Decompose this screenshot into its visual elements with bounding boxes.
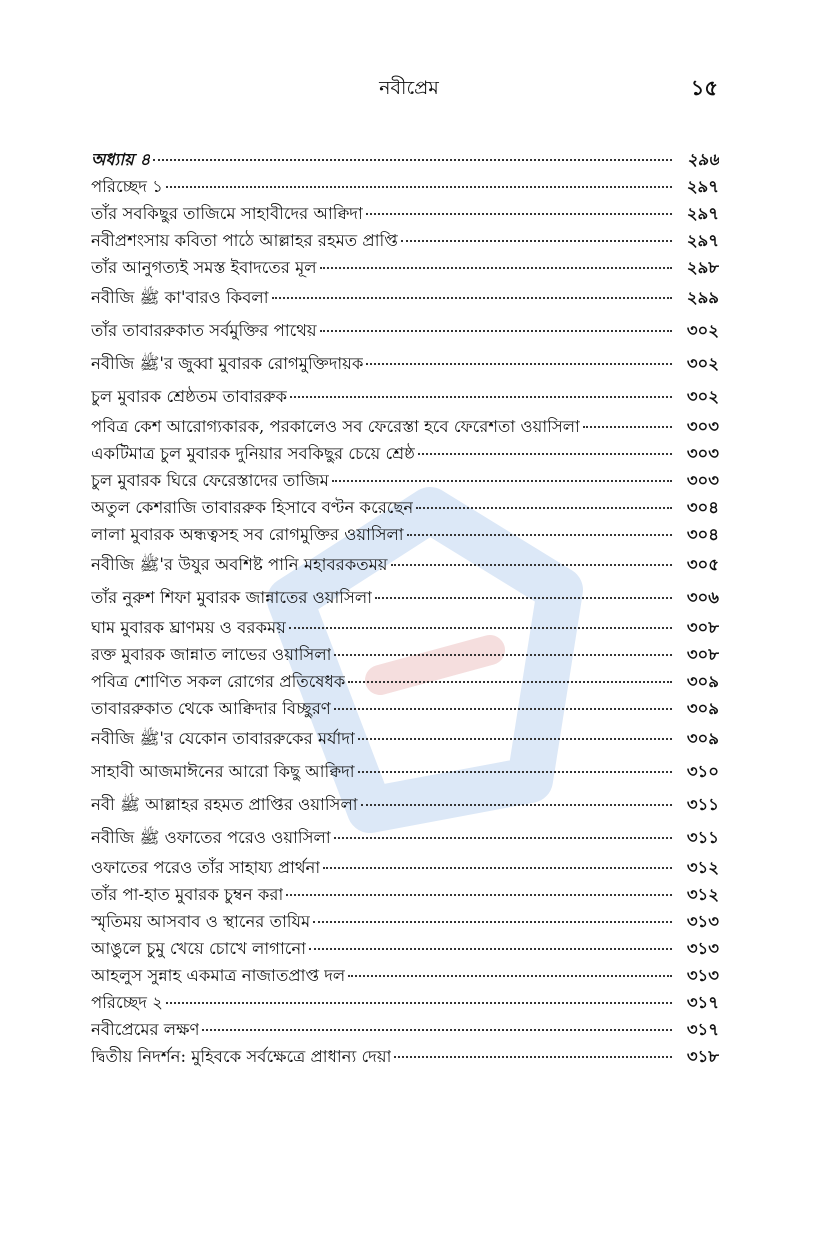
toc-entry-page: ৩০৩ [686,444,719,463]
toc-entry[interactable] [91,755,719,788]
toc-entry-page: ৩০৩ [686,471,719,490]
toc-entry-title: অধ্যায় ৪ [91,150,151,169]
toc-entry[interactable] [91,314,719,347]
dot-leader [166,186,672,188]
dot-leader [320,330,672,332]
toc-entry-title: নবী ﷺ আল্লাহর রহমত প্রাপ্তির ওয়াসিলা [91,795,358,814]
dot-leader [286,894,672,896]
dot-leader [272,297,673,299]
toc-entry-title: তাবাররুকাত থেকে আক্বিদার বিচ্ছুরণ [91,699,331,718]
toc-entry[interactable] [91,641,719,668]
dot-leader [358,738,672,740]
toc-entry[interactable] [91,548,719,581]
toc-entry-page: ৩১০ [686,762,719,781]
toc-entry-page: ৩০৯ [686,672,719,691]
toc-entry[interactable] [91,494,719,521]
dot-leader [418,453,672,455]
toc-entry-page: ২৯৭ [686,231,719,250]
running-title: নবীপ্রেম [379,77,439,99]
toc-entry-title: তাঁর আনুগত্যই সমস্ত ইবাদতের মূল [91,258,317,277]
toc-entry-page: ৩০৩ [686,417,719,436]
toc-entry[interactable] [91,440,719,467]
dot-leader [323,867,672,869]
toc-entry[interactable] [91,881,719,908]
dot-leader [313,921,672,923]
dot-leader [401,240,672,242]
toc-entry-title: নবীজি ﷺ কা'বারও কিবলা [91,288,269,307]
toc-entry-title: পবিত্র কেশ আরোগ্যকারক, পরকালেও সব ফেরেস্তা হবে ফেরেশতা ওয়াসিলা [91,417,580,436]
toc-entry[interactable] [91,821,719,854]
toc-entry-page: ৩০৪ [686,525,719,544]
toc-entry[interactable] [91,1016,719,1043]
toc-entry-title: নবীজি ﷺ'র উযুর অবশিষ্ট পানি মহাবরকতময় [91,555,388,574]
toc-entry-title: নবীজি ﷺ'র যেকোন তাবাররুকের মর্যাদা [91,729,355,748]
toc-entry[interactable] [91,1043,719,1070]
dot-leader [309,948,672,950]
toc-entry-page: ৩০৪ [686,498,719,517]
table-of-contents [91,146,719,1070]
toc-entry-page: ৩০৮ [686,645,719,664]
toc-entry-title: নবীপ্রশংসায় কবিতা পাঠে আল্লাহর রহমত প্রাপ্তি [91,231,398,250]
toc-entry-page: ৩০৯ [686,699,719,718]
toc-entry-page: ৩০৫ [686,555,719,574]
toc-entry-page: ৩১৩ [686,966,719,985]
toc-entry-title: তাঁর পা-হাত মুবারক চুম্বন করা [91,885,284,904]
toc-entry[interactable] [91,281,719,314]
dot-leader [289,627,672,629]
toc-entry[interactable] [91,668,719,695]
toc-entry-title: আঙুলে চুমু খেয়ে চোখে লাগানো [91,939,306,958]
dot-leader [334,708,672,710]
dot-leader [348,681,672,683]
dot-leader [391,564,672,566]
dot-leader [334,837,672,839]
toc-entry-page: ৩১২ [686,858,719,877]
toc-entry-title: পরিচ্ছেদ ১ [91,177,163,196]
running-head [0,70,818,106]
toc-entry-title: পবিত্র শোণিত সকল রোগের প্রতিষেধক [91,672,346,691]
dot-leader [166,1002,672,1004]
toc-entry[interactable] [91,467,719,494]
toc-entry-title: একটিমাত্র চুল মুবারক দুনিয়ার সবকিছুর চেয়ে শ্রেষ্ঠ [91,444,415,463]
toc-entry-title: ঘাম মুবারক ঘ্রাণময় ও বরকময় [91,618,286,637]
toc-entry[interactable] [91,614,719,641]
toc-entry[interactable] [91,380,719,413]
toc-entry-title: অতুল কেশরাজি তাবাররুক হিসাবে বণ্টন করেছেন [91,498,414,517]
toc-entry[interactable] [91,200,719,227]
toc-entry[interactable] [91,227,719,254]
toc-entry-page: ৩১২ [686,885,719,904]
toc-entry-page: ৩১৭ [686,993,719,1012]
dot-leader [583,426,672,428]
dot-leader [320,267,672,269]
toc-entry-title: আহলুস সুন্নাহ একমাত্র নাজাতপ্রাপ্ত দল [91,966,346,985]
toc-entry[interactable] [91,581,719,614]
toc-entry-page: ৩০২ [686,321,719,340]
toc-entry[interactable] [91,989,719,1016]
toc-entry-page: ৩১৩ [686,939,719,958]
toc-entry-page: ৩০৮ [686,618,719,637]
dot-leader [375,597,672,599]
toc-entry-page: ২৯৮ [686,258,719,277]
dot-leader [407,534,672,536]
toc-entry-title: চুল মুবারক শ্রেষ্ঠতম তাবাররুক [91,387,288,406]
toc-entry-title: পরিচ্ছেদ ২ [91,993,163,1012]
toc-entry-page: ৩১১ [686,828,719,847]
toc-entry-page: ৩১৮ [686,1047,719,1066]
toc-entry-title: নবীজি ﷺ'র জুব্বা মুবারক রোগমুক্তিদায়ক [91,354,364,373]
dot-leader [348,975,672,977]
toc-entry[interactable] [91,413,719,440]
toc-entry-page: ৩১৩ [686,912,719,931]
toc-entry[interactable] [91,722,719,755]
dot-leader [202,1029,672,1031]
toc-entry-page: ৩১১ [686,795,719,814]
dot-leader [366,363,672,365]
toc-entry-title: রক্ত মুবারক জান্নাত লাভের ওয়াসিলা [91,645,332,664]
toc-entry-title: তাঁর তাবাররুকাত সর্বমুক্তির পাথেয় [91,321,317,340]
toc-entry-page: ৩০৯ [686,729,719,748]
dot-leader [394,1056,672,1058]
toc-entry-title: লালা মুবারক অন্ধত্বসহ সব রোগমুক্তির ওয়াসিলা [91,525,404,544]
dot-leader [361,804,672,806]
toc-entry[interactable] [91,908,719,935]
dot-leader [334,654,672,656]
toc-entry-page: ৩০৬ [686,588,719,607]
page-number: ১৫ [690,75,718,100]
toc-entry-page: ৩০২ [686,387,719,406]
toc-entry-page: ২৯৬ [686,150,719,169]
toc-entry[interactable] [91,854,719,881]
toc-entry-title: নবীপ্রেমের লক্ষণ [91,1020,200,1039]
dot-leader [416,507,672,509]
dot-leader [366,213,672,215]
toc-entry[interactable] [91,347,719,380]
toc-entry-title: সাহাবী আজমাঈনের আরো কিছু আক্বিদা [91,762,355,781]
dot-leader [358,771,672,773]
toc-entry-title: ওফাতের পরেও তাঁর সাহায্য প্রার্থনা [91,858,321,877]
dot-leader [153,159,672,161]
toc-entry-title: তাঁর সবকিছুর তাজিমে সাহাবীদের আক্বিদা [91,204,363,223]
toc-entry-page: ২৯৯ [686,288,719,307]
toc-entry-page: ৩০২ [686,354,719,373]
toc-entry[interactable] [91,962,719,989]
toc-entry-page: ২৯৭ [686,177,719,196]
toc-entry-title: তাঁর নুরুশ শিফা মুবারক জান্নাতের ওয়াসিলা [91,588,372,607]
toc-entry[interactable] [91,788,719,821]
toc-entry-title: নবীজি ﷺ ওফাতের পরেও ওয়াসিলা [91,828,331,847]
toc-entry-title: দ্বিতীয় নিদর্শন: মুহিবকে সর্বক্ষেত্রে প্রাধান্য দেয়া [91,1047,392,1066]
toc-entry[interactable] [91,935,719,962]
toc-entry-title: স্মৃতিময় আসবাব ও স্থানের তাযিম [91,912,311,931]
toc-chapter-entry[interactable] [91,146,719,173]
toc-entry[interactable] [91,521,719,548]
toc-entry-title: চুল মুবারক ঘিরে ফেরেস্তাদের তাজিম [91,471,329,490]
toc-entry-page: ৩১৭ [686,1020,719,1039]
dot-leader [332,480,672,482]
toc-entry[interactable] [91,695,719,722]
dot-leader [290,396,672,398]
toc-entry[interactable] [91,254,719,281]
toc-entry-page: ২৯৭ [686,204,719,223]
toc-entry[interactable] [91,173,719,200]
